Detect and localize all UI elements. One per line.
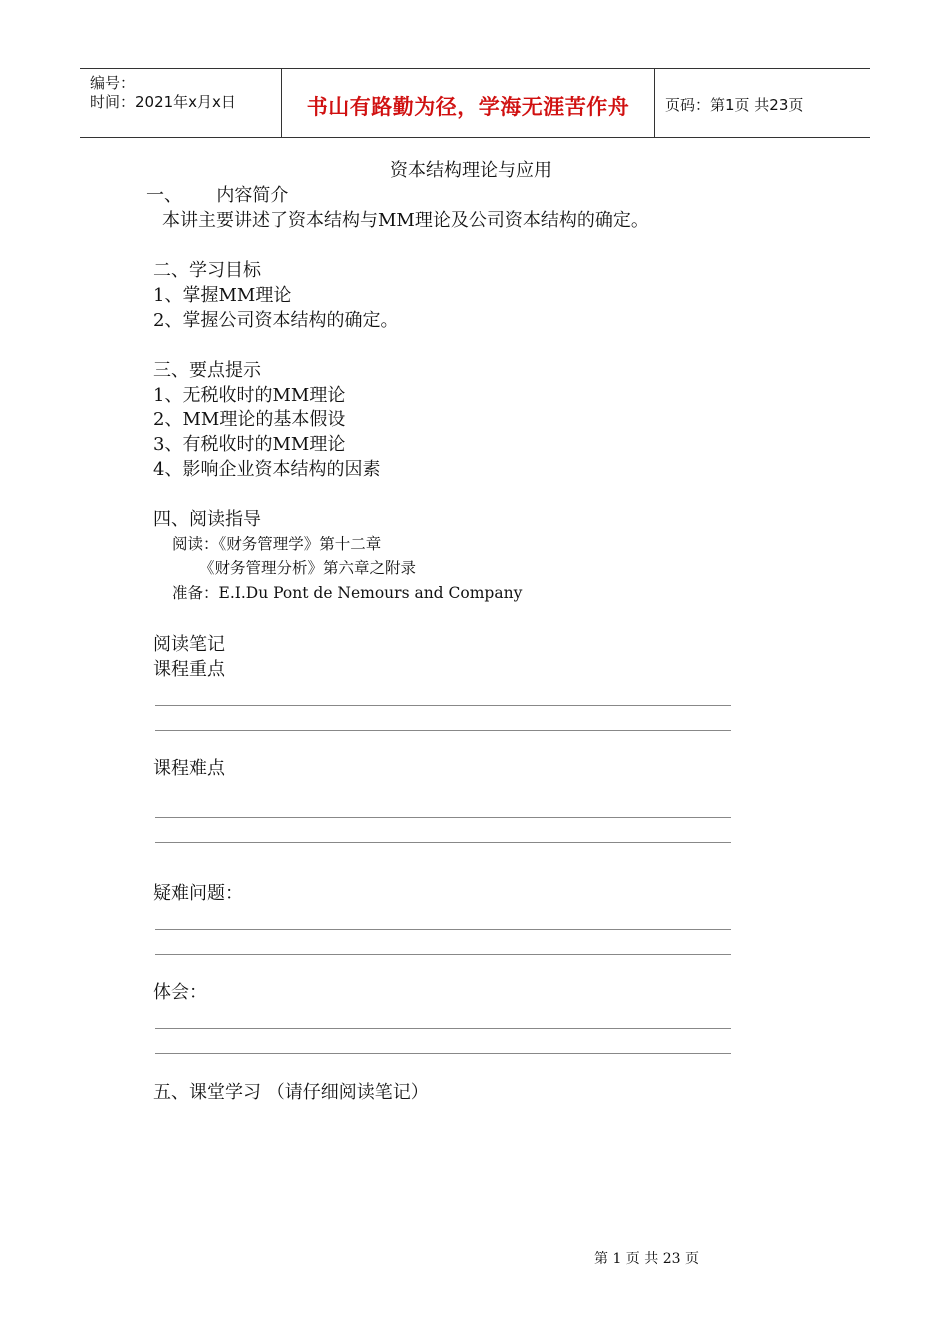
section-1-body: 本讲主要讲述了资本结构与MM理论及公司资本结构的确定。 bbox=[162, 210, 649, 231]
number-label: 编号： bbox=[90, 74, 136, 92]
doc-title: 资本结构理论与应用 bbox=[390, 160, 552, 181]
document-header bbox=[80, 68, 870, 138]
reading-line-1: 阅读：《财务管理学》第十二章 bbox=[172, 535, 382, 553]
section-1-heading: 一、 内容简介 bbox=[146, 185, 289, 206]
header-left-cell bbox=[80, 69, 282, 137]
section-3-heading: 三、要点提示 bbox=[153, 360, 261, 381]
section-5-heading: 五、课堂学习 （请仔细阅读笔记） bbox=[153, 1082, 429, 1103]
time-label: 时间：2021年x月x日 bbox=[90, 93, 236, 111]
section-3-item: 2、MM理论的基本假设 bbox=[153, 409, 346, 430]
note-line bbox=[155, 705, 731, 706]
note-line bbox=[155, 1053, 731, 1054]
section-3-item: 4、影响企业资本结构的因素 bbox=[153, 459, 381, 480]
section-2-heading: 二、学习目标 bbox=[153, 260, 261, 281]
section-4-heading: 四、阅读指导 bbox=[153, 509, 261, 530]
section-3-item: 3、有税收时的MM理论 bbox=[153, 434, 346, 455]
difficult-points-label: 课程难点 bbox=[153, 758, 225, 779]
note-line bbox=[155, 929, 731, 930]
note-line bbox=[155, 1028, 731, 1029]
note-line bbox=[155, 842, 731, 843]
reflections-label: 体会： bbox=[153, 982, 207, 1003]
section-3-item: 1、无税收时的MM理论 bbox=[153, 385, 346, 406]
notes-heading: 阅读笔记 bbox=[153, 634, 225, 655]
header-center-cell bbox=[282, 69, 655, 137]
section-2-item: 1、掌握MM理论 bbox=[153, 285, 292, 306]
preparation-line: 准备：E.I.Du Pont de Nemours and Company bbox=[172, 584, 523, 602]
section-2-item: 2、掌握公司资本结构的确定。 bbox=[153, 310, 399, 331]
header-right-cell bbox=[655, 69, 870, 137]
questions-label: 疑难问题： bbox=[153, 883, 243, 904]
key-points-label: 课程重点 bbox=[153, 659, 225, 680]
note-line bbox=[155, 954, 731, 955]
note-line bbox=[155, 730, 731, 731]
page-footer: 第 1 页 共 23 页 bbox=[594, 1251, 699, 1267]
motto: 书山有路勤为径，学海无涯苦作舟 bbox=[306, 95, 630, 119]
reading-line-2: 《财务管理分析》第六章之附录 bbox=[199, 559, 417, 577]
page-info: 页码：第1页 共23页 bbox=[665, 96, 804, 114]
note-line bbox=[155, 817, 731, 818]
